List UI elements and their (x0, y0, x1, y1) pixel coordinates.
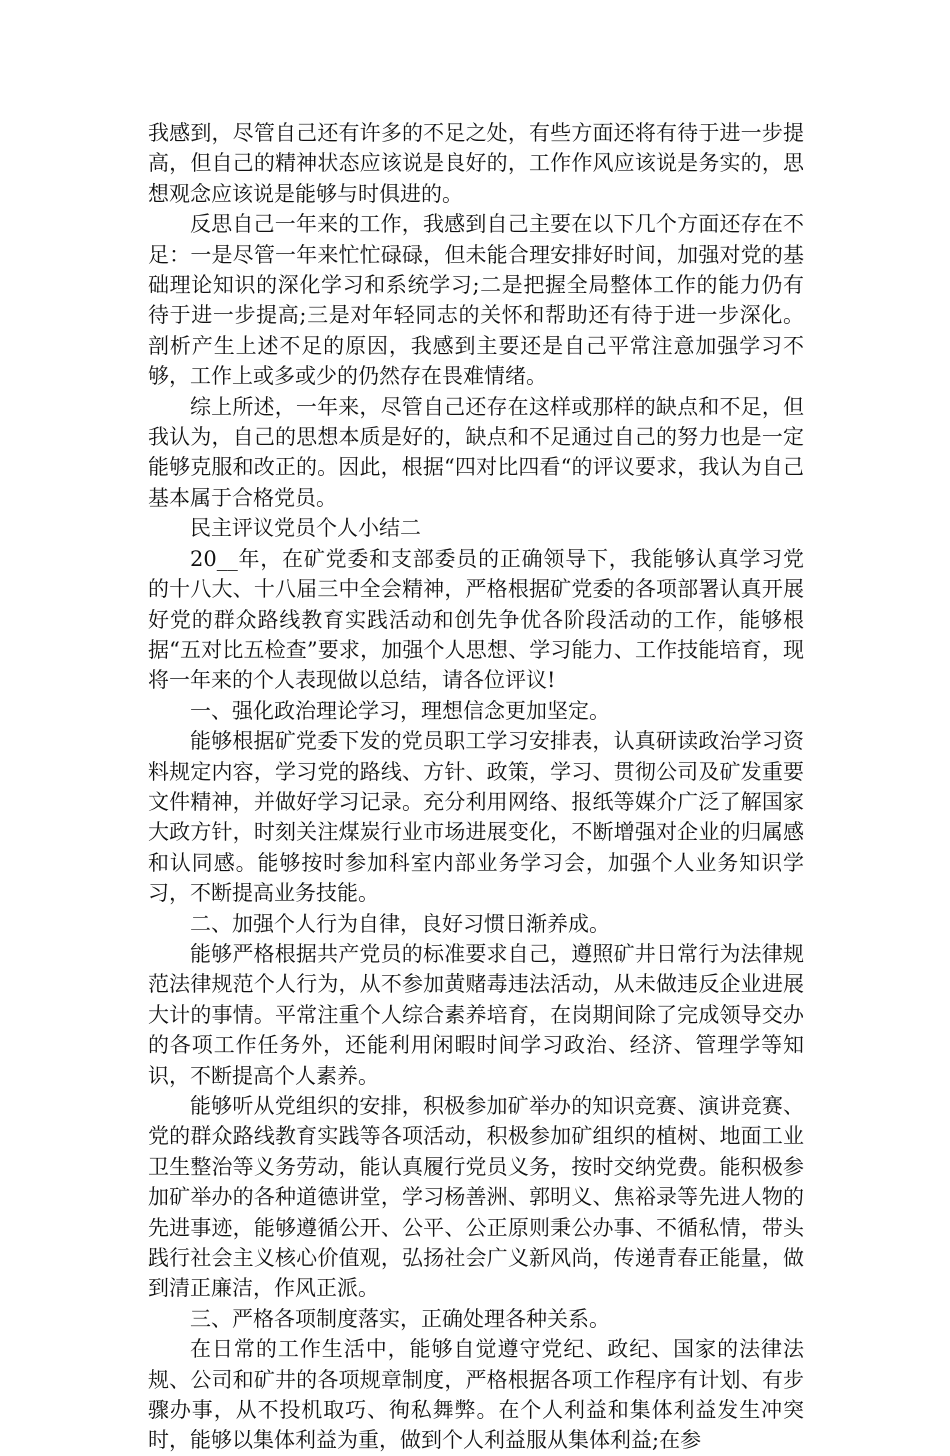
paragraph-10: 能够听从党组织的安排，积极参加矿举办的知识竞赛、演讲竞赛、党的群众路线教育实践等各项活动，积极参加矿组织的植树、地面工业卫生整治等义务劳动，能认真履行党员义务，按时交纳党费。能积极参加矿举办的各种道德讲堂，学习杨善洲、郭明义、焦裕录等先进人物的先进事迹，能够遵循公开、公平、公正原则秉公办事、不循私情，带头践行社会主义核心价值观，弘扬社会广义新风尚，传递青春正能量，做到清正廉洁，作风正派。 (148, 1094, 804, 1301)
document-body (148, 118, 804, 1456)
heading-1: 一、强化政治理论学习，理想信念更加坚定。 (190, 698, 610, 723)
paragraph-7: 能够根据矿党委下发的党员职工学习安排表，认真研读政治学习资料规定内容，学习党的路线、方针、政策，学习、贯彻公司及矿发重要文件精神，并做好学习记录。充分利用网络、报纸等媒介广泛了解国家大政方针，时刻关注煤炭行业市场进展变化，不断增强对企业的归属感和认同感。能够按时参加科室内部业务学习会，加强个人业务知识学习，不断提高业务技能。 (148, 729, 804, 906)
paragraph-3: 综上所述，一年来，尽管自己还存在这样或那样的缺点和不足，但我认为，自己的思想本质是好的，缺点和不足通过自己的努力也是一定能够克服和改正的。因此，根据“四对比四看“的评议要求，我认为自己基本属于合格党员。 (148, 394, 804, 510)
paragraph-12: 在日常的工作生活中，能够自觉遵守党纪、政纪、国家的法律法规、公司和矿井的各项规章制度，严格根据各项工作程序有计划、有步骤办事，从不投机取巧、徇私舞弊。在个人利益和集体利益发生冲突时，能够以集体利益为重，做到个人利益服从集体利益;在参 (148, 1337, 804, 1453)
heading-2: 二、加强个人行为自律，良好习惯日渐养成。 (190, 911, 610, 936)
paragraph-5: 20__年，在矿党委和支部委员的正确领导下，我能够认真学习党的十八大、十八届三中全会精神，严格根据矿党委的各项部署认真开展好党的群众路线教育实践活动和创先争优各阶段活动的工作，能够根据“五对比五检查”要求，加强个人思想、学习能力、工作技能培育，现将一年来的个人表现做以总结，请各位评议! (148, 546, 804, 693)
paragraph-1: 我感到，尽管自己还有许多的不足之处，有些方面还将有待于进一步提高，但自己的精神状态应该说是良好的，工作作风应该说是务实的，思想观念应该说是能够与时俱进的。 (148, 121, 804, 206)
heading-3: 三、严格各项制度落实，正确处理各种关系。 (190, 1306, 610, 1331)
paragraph-9: 能够严格根据共产党员的标准要求自己，遵照矿井日常行为法律规范法律规范个人行为，从不参加黄赌毒违法活动，从未做违反企业进展大计的事情。平常注重个人综合素养培育，在岗期间除了完成领导交办的各项工作任务外，还能利用闲暇时间学习政治、经济、管理学等知识，不断提高个人素养。 (148, 941, 804, 1088)
paragraph-2: 反思自己一年来的工作，我感到自己主要在以下几个方面还存在不足：一是尽管一年来忙忙碌碌，但未能合理安排好时间，加强对党的基础理论知识的深化学习和系统学习;二是把握全局整体工作的能力仍有待于进一步提高;三是对年轻同志的关怀和帮助还有待于进一步深化。剖析产生上述不足的原因，我感到主要还是自己平常注意加强学习不够，工作上或多或少的仍然存在畏难情绪。 (148, 212, 804, 389)
section-title: 民主评议党员个人小结二 (190, 516, 421, 541)
